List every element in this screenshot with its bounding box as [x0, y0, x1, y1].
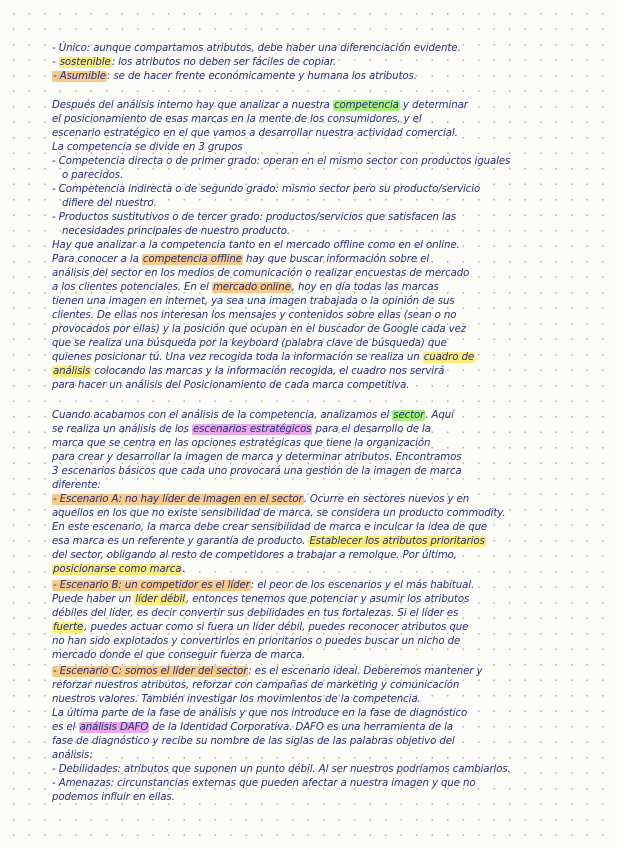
highlighted-phrase: fuerte — [53, 622, 84, 633]
highlighted-phrase: sostenible — [59, 57, 111, 68]
text-line: clientes. De ellas nos interesan los mensajes y contenidos sobre ellas (sean o no — [52, 310, 457, 321]
text-line: Hay que analizar a la competencia tanto en el mercado offline como en el online. — [52, 240, 460, 251]
text-line: marca que se centra en las opciones estratégicas que tiene la organización — [52, 438, 431, 449]
highlighted-phrase: Establecer los atributos prioritarios — [309, 536, 485, 547]
text-line: - sostenible: los atributos no deben ser fáciles de copiar. — [52, 57, 337, 68]
text-line: Después del análisis interno hay que analizar a nuestra competencia y determinar — [52, 100, 468, 111]
highlighted-phrase: - Escenario C: somos el líder del sector — [53, 666, 248, 677]
text-line: posicionarse como marca. — [53, 564, 186, 575]
text-line: el posicionamiento de esas marcas en la mente de los consumidores, y el — [52, 114, 422, 125]
text-line: - Escenario A: no hay líder de imagen en el sector. Ocurre en sectores nuevos y en — [53, 494, 470, 505]
text-line: quienes posicionar tú. Una vez recogida toda la información se realiza un cuadro de — [52, 352, 474, 363]
highlighted-phrase: análisis — [53, 366, 91, 377]
text-line: aquellos en los que no existe sensibilidad de marca, se considera un producto commodity. — [52, 508, 506, 519]
text-line: - Debilidades: atributos que suponen un punto débil. Al ser nuestros podríamos cambiarlos. — [52, 764, 511, 775]
text-line: a los clientes potenciales. En el mercado online, hoy en día todas las marcas — [52, 282, 439, 293]
text-line: débiles del líder, es decir convertir sus debilidades en tus fortalezas. Si el líder es — [52, 608, 459, 619]
text-line: análisis colocando las marcas y la información recogida, el cuadro nos servirá — [53, 366, 445, 377]
text-line: - Competencia indirecta o de segundo grado: mismo sector pero su producto/servicio — [52, 184, 481, 195]
text-line: Puede haber un líder débil, entonces tenemos que potenciar y asumir los atributos — [52, 594, 470, 605]
text-line: análisis del sector en los medios de comunicación o realizar encuestas de mercado — [52, 268, 470, 279]
text-line: - Escenario B: un competidor es el líder: el peor de los escenarios y el más habitual. — [53, 580, 475, 591]
highlighted-phrase: escenarios estratégicos — [193, 424, 312, 435]
text-line: reforzar nuestros atributos, reforzar con campañas de marketing y comunicación — [52, 680, 460, 691]
text-line: para hacer un análisis del Posicionamiento de cada marca competitiva. — [52, 380, 410, 391]
text-line: tienen una imagen en internet, ya sea una imagen trabajada o la opinión de sus — [52, 296, 455, 307]
text-line: podemos influir en ellas. — [52, 792, 175, 803]
text-line: del sector, obligando al resto de competidores a trabajar a remolque. Por último, — [52, 550, 457, 561]
text-line: La última parte de la fase de análisis y que nos introduce en la fase de diagnóstico — [52, 708, 468, 719]
highlighted-phrase: - Asumible — [53, 71, 106, 82]
highlighted-phrase: posicionarse como marca — [53, 564, 182, 575]
highlighted-phrase: competencia offline — [142, 254, 242, 265]
text-line: - Amenazas: circunstancias externas que pueden afectar a nuestra imagen y que no — [52, 778, 476, 789]
text-line: La competencia se divide en 3 grupos — [52, 142, 243, 153]
highlighted-phrase: líder débil — [135, 594, 185, 605]
text-line: - Asumible: se de hacer frente económicamente y humana los atributos. — [53, 71, 417, 82]
text-line: - Escenario C: somos el líder del sector: es el escenario ideal. Deberemos mantener y — [53, 666, 483, 677]
text-line: - Productos sustitutivos o de tercer grado: productos/servicios que satisfacen las — [52, 212, 457, 223]
text-line: fase de diagnóstico y recibe su nombre de las siglas de las palabras objetivo del — [52, 736, 455, 747]
highlighted-phrase: mercado online — [212, 282, 291, 293]
text-line: - Único: aunque compartamos atributos, debe haber una diferenciación evidente. — [52, 43, 461, 54]
text-line: Cuando acabamos con el análisis de la competencia, analizamos el sector. Aquí — [52, 410, 454, 421]
highlighted-phrase: - Escenario A: no hay líder de imagen en el sector — [53, 494, 303, 505]
highlighted-phrase: cuadro de — [423, 352, 474, 363]
highlighted-phrase: sector — [393, 410, 425, 421]
text-line: esa marca es un referente y garantía de producto. Establecer los atributos prioritarios — [52, 536, 485, 547]
text-line: nuestros valores. También investigar los movimientos de la competencia. — [52, 694, 421, 705]
text-line: En este escenario, la marca debe crear sensibilidad de marca e inculcar la idea de que — [52, 522, 488, 533]
text-line: provocados por ellas) y la posición que ocupan en el buscador de Google cada vez — [52, 324, 467, 335]
text-line: necesidades principales de nuestro producto. — [62, 226, 291, 237]
text-line: que se realiza una búsqueda por la keyboard (palabra clave de búsqueda) que — [52, 338, 447, 349]
text-line: escenario estratégico en el que vamos a desarrollar nuestra actividad comercial. — [52, 128, 458, 139]
text-line: se realiza un análisis de los escenarios estratégicos para el desarrollo de la — [52, 424, 431, 435]
text-line: es el análisis DAFO de la Identidad Corporativa. DAFO es una herramienta de la — [52, 722, 454, 733]
text-line: fuerte, puedes actuar como si fuera un líder débil, puedes reconocer atributos que — [53, 622, 469, 633]
highlighted-phrase: análisis DAFO — [79, 722, 149, 733]
highlighted-phrase: - Escenario B: un competidor es el líder — [53, 580, 250, 591]
highlighted-phrase: competencia — [333, 100, 399, 111]
text-line: Para conocer a la competencia offline hay que buscar información sobre el — [52, 254, 430, 265]
text-line: mercado donde el que conseguir fuerza de marca. — [52, 650, 306, 661]
text-line: - Competencia directa o de primer grado: operan en el mismo sector con productos iguales — [52, 156, 511, 167]
text-line: para crear y desarrollar la imagen de marca y determinar atributos. Encontramos — [52, 452, 462, 463]
text-line: 3 escenarios básicos que cada uno provocará una gestión de la imagen de marca — [52, 466, 462, 477]
text-line: diferente: — [52, 480, 101, 491]
text-line: no han sido explotados y convertirlos en prioritarios o puedes buscar un nicho de — [52, 636, 461, 647]
text-line: o parecidos. — [62, 170, 124, 181]
text-line: análisis: — [52, 750, 93, 761]
text-line: difiere del nuestro. — [62, 198, 157, 209]
